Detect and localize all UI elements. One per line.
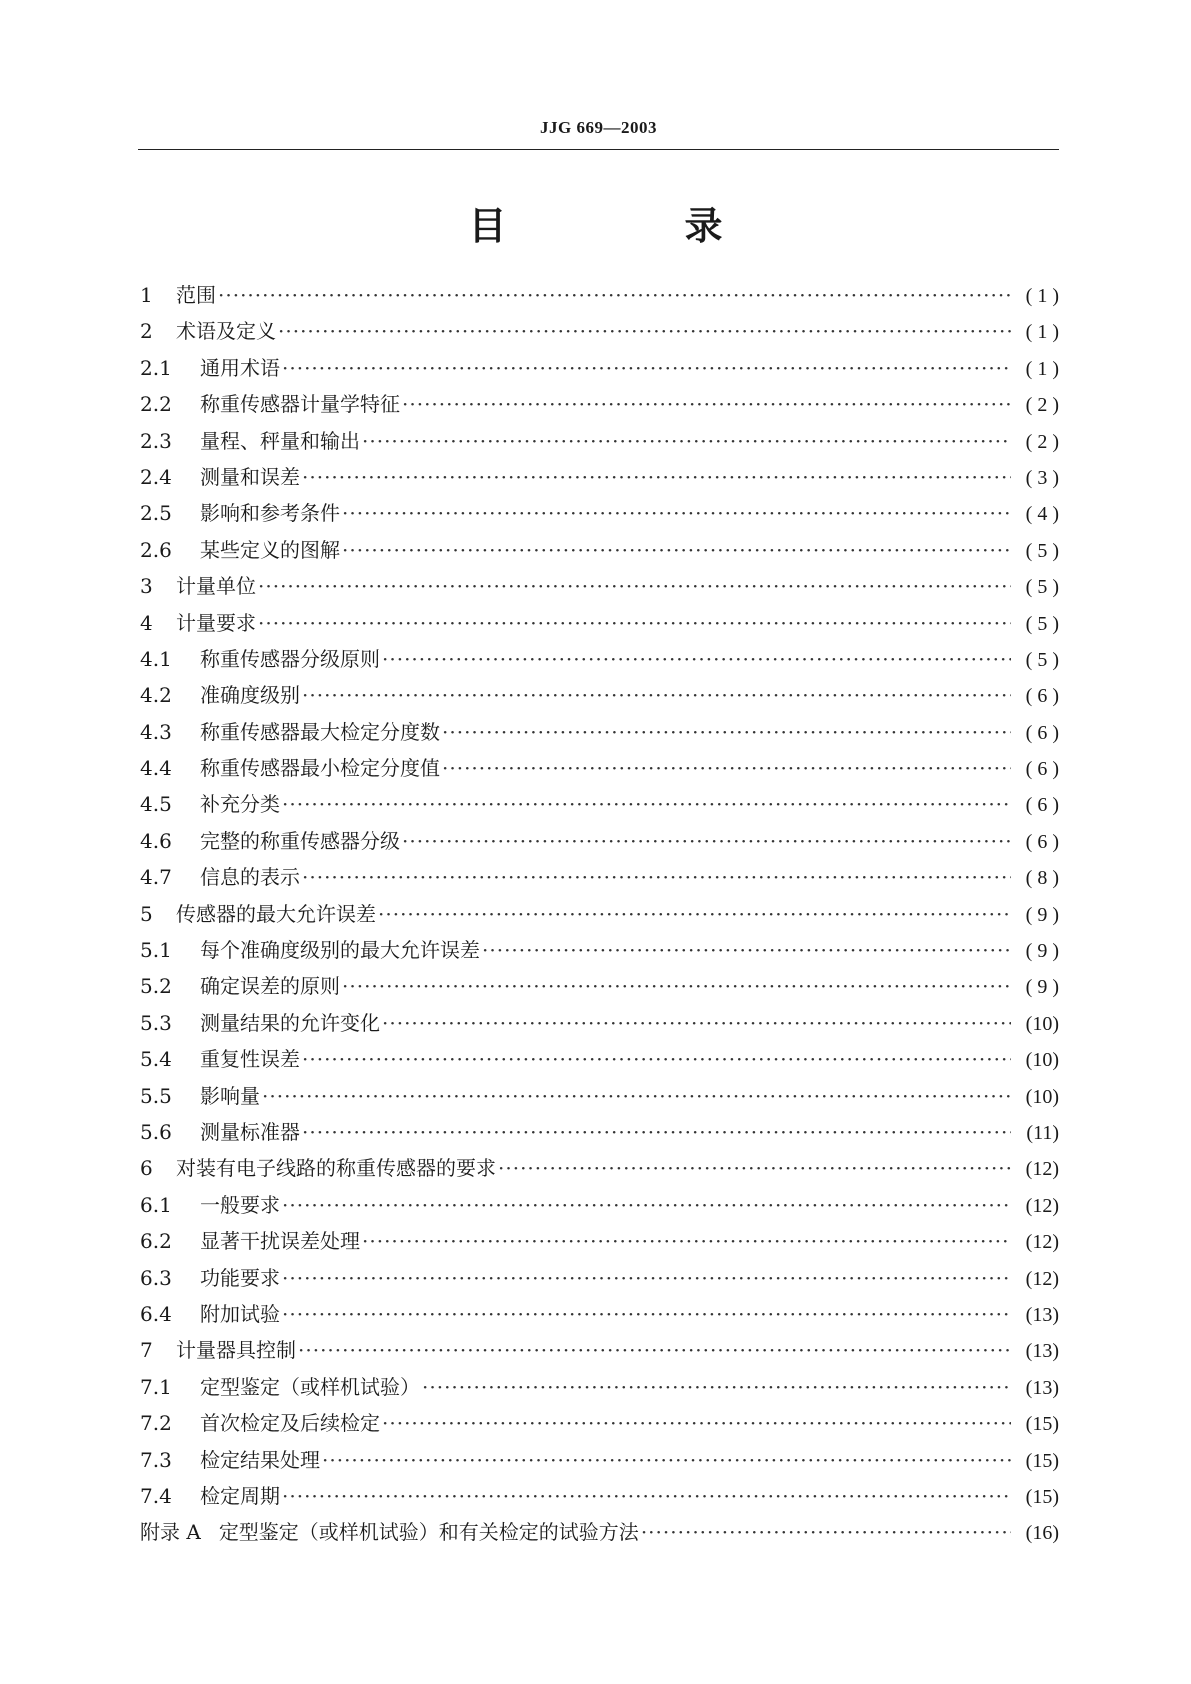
toc-entry-page: (11) [1026,1121,1059,1144]
toc-leader-dots [302,1120,1011,1144]
toc-entry-page: ( 6 ) [1025,721,1059,744]
toc-entry-title: 首次检定及后续检定 [200,1411,380,1436]
toc-entry-number: 4.2 [140,683,172,708]
toc-entry-number: 2.4 [140,464,172,489]
toc-entry-number: 2 [140,319,153,344]
toc-entry-title: 准确度级别 [200,683,300,708]
toc-entry[interactable] [140,352,1059,388]
toc-entry[interactable] [140,1371,1059,1407]
toc-entry[interactable] [140,315,1059,351]
toc-entry-title: 测量和误差 [200,464,300,489]
toc-entry[interactable] [140,752,1059,788]
toc-leader-dots [482,938,1011,962]
toc-entry[interactable] [140,1043,1059,1079]
toc-leader-dots [322,1448,1011,1472]
toc-entry[interactable] [140,788,1059,824]
toc-entry-number: 4.1 [140,646,172,671]
toc-entry-page: ( 6 ) [1025,794,1059,817]
toc-entry[interactable] [140,497,1059,533]
toc-entry-number: 4 [140,610,153,635]
toc-entry[interactable] [140,1189,1059,1225]
toc-entry[interactable] [140,898,1059,934]
toc-entry[interactable] [140,716,1059,752]
toc-entry-title: 称重传感器最小检定分度值 [200,756,440,781]
toc-entry-number: 7.4 [140,1483,172,1508]
header-rule [138,149,1059,150]
toc-entry-number: 2.1 [140,355,172,380]
toc-leader-dots [278,319,1011,343]
toc-entry[interactable] [140,1516,1059,1552]
toc-leader-dots [302,465,1011,489]
toc-leader-dots [258,574,1011,598]
toc-entry-page: (15) [1025,1449,1059,1472]
toc-leader-dots [302,683,1011,707]
toc-entry-number: 4.6 [140,828,172,853]
toc-entry-number: 7.1 [140,1374,172,1399]
toc-entry-page: ( 9 ) [1025,976,1059,999]
toc-leader-dots [402,392,1011,416]
toc-entry-number: 5.3 [140,1010,172,1035]
toc-entry[interactable] [140,425,1059,461]
toc-entry-title: 对装有电子线路的称重传感器的要求 [176,1156,496,1181]
toc-entry-title: 通用术语 [200,355,280,380]
toc-entry-title: 完整的称重传感器分级 [200,828,400,853]
toc-entry-title: 附加试验 [200,1301,280,1326]
toc-leader-dots [298,1338,1011,1362]
toc-leader-dots [282,1193,1011,1217]
toc-entry-number: 5.2 [140,974,172,999]
toc-entry-page: (13) [1025,1340,1059,1363]
toc-entry-page: (15) [1025,1485,1059,1508]
toc-entry-page: (10) [1025,1049,1059,1072]
toc-entry[interactable] [140,1407,1059,1443]
toc-entry-title: 计量单位 [176,574,256,599]
toc-entry[interactable] [140,461,1059,497]
toc-entry[interactable] [140,1080,1059,1116]
toc-entry-title: 计量器具控制 [176,1338,296,1363]
toc-entry-page: ( 5 ) [1025,612,1059,635]
toc-entry-number: 5.6 [140,1119,172,1144]
toc-leader-dots [282,356,1011,380]
toc-entry[interactable] [140,1444,1059,1480]
toc-entry[interactable] [140,825,1059,861]
toc-entry-page: (12) [1025,1194,1059,1217]
toc-entry-page: (10) [1025,1012,1059,1035]
toc-entry-number: 6.1 [140,1192,172,1217]
toc-entry-title: 影响量 [200,1083,260,1108]
table-of-contents [140,279,1059,1553]
toc-leader-dots [362,429,1011,453]
toc-entry-title: 定型鉴定（或样机试验） [200,1374,420,1399]
toc-entry-title: 功能要求 [200,1265,280,1290]
toc-entry[interactable] [140,970,1059,1006]
toc-leader-dots [282,1266,1011,1290]
toc-entry-page: ( 6 ) [1025,685,1059,708]
toc-leader-dots [442,756,1011,780]
toc-entry-title: 影响和参考条件 [200,501,340,526]
toc-entry-page: ( 2 ) [1025,430,1059,453]
toc-entry-page: (13) [1025,1303,1059,1326]
toc-entry-page: (12) [1025,1158,1059,1181]
toc-entry[interactable] [140,388,1059,424]
toc-leader-dots [282,1484,1011,1508]
toc-entry-page: ( 5 ) [1025,576,1059,599]
toc-entry-number: 2.6 [140,537,172,562]
toc-entry-page: ( 5 ) [1025,539,1059,562]
toc-entry-number: 5.1 [140,938,172,963]
toc-leader-dots [382,647,1011,671]
toc-entry-page: ( 4 ) [1025,503,1059,526]
toc-leader-dots [422,1375,1011,1399]
toc-entry-title: 一般要求 [200,1192,280,1217]
toc-entry-title: 重复性误差 [200,1047,300,1072]
toc-entry-page: ( 1 ) [1025,357,1059,380]
toc-entry-number: 5 [140,901,153,926]
toc-entry-title: 计量要求 [176,610,256,635]
toc-entry-number: 5.4 [140,1047,172,1072]
toc-entry-page: ( 9 ) [1025,940,1059,963]
toc-entry-title: 信息的表示 [200,865,300,890]
toc-leader-dots [282,792,1011,816]
toc-entry-page: ( 6 ) [1025,830,1059,853]
toc-entry-title: 显著干扰误差处理 [200,1229,360,1254]
toc-entry[interactable] [140,1480,1059,1516]
toc-entry-number: 6 [140,1156,153,1181]
toc-entry-title: 测量结果的允许变化 [200,1010,380,1035]
toc-entry-number: 1 [140,283,153,307]
toc-entry-title: 某些定义的图解 [200,537,340,562]
toc-entry[interactable] [140,1152,1059,1188]
toc-entry[interactable] [140,1007,1059,1043]
toc-entry-page: (15) [1025,1413,1059,1436]
toc-entry-title: 定型鉴定（或样机试验）和有关检定的试验方法 [218,1520,639,1545]
toc-entry-number: 2.3 [140,428,172,453]
toc-leader-dots [402,829,1011,853]
toc-entry-number: 7.2 [140,1411,172,1436]
toc-entry-number: 5.5 [140,1083,172,1108]
toc-entry[interactable] [140,861,1059,897]
toc-leader-dots [442,720,1011,744]
standard-code-header: JJG 669—2003 [540,118,657,137]
toc-leader-dots [342,501,1011,525]
toc-entry-title: 称重传感器计量学特征 [200,392,400,417]
toc-leader-dots [382,1411,1011,1435]
toc-entry-number: 4.7 [140,865,172,890]
toc-entry-number: 6.2 [140,1229,172,1254]
toc-leader-dots [282,1302,1011,1326]
toc-entry-number: 6.4 [140,1301,172,1326]
toc-entry-title: 范围 [176,283,216,307]
toc-leader-dots [302,865,1011,889]
toc-leader-dots [302,1047,1011,1071]
toc-entry-number: 附录 A [140,1520,201,1545]
toc-entry-page: ( 5 ) [1025,648,1059,671]
toc-entry-number: 6.3 [140,1265,172,1290]
toc-entry[interactable] [140,1334,1059,1370]
toc-leader-dots [382,1011,1011,1035]
toc-leader-dots [342,974,1011,998]
toc-entry-number: 4.4 [140,756,172,781]
toc-entry-page: (10) [1025,1085,1059,1108]
toc-entry-number: 2.2 [140,392,172,417]
toc-entry[interactable] [140,1298,1059,1334]
toc-entry[interactable] [140,534,1059,570]
toc-entry-number: 7 [140,1338,153,1363]
toc-entry[interactable] [140,607,1059,643]
toc-leader-dots [378,902,1011,926]
toc-entry[interactable] [140,934,1059,970]
toc-entry-title: 量程、秤量和输出 [200,428,360,453]
toc-entry-page: ( 6 ) [1025,758,1059,781]
toc-entry-page: ( 1 ) [1025,285,1059,307]
toc-entry-title: 传感器的最大允许误差 [176,901,376,926]
toc-entry-title: 称重传感器分级原则 [200,646,380,671]
toc-leader-dots [362,1229,1011,1253]
toc-entry-page: ( 1 ) [1025,321,1059,344]
toc-entry[interactable] [140,1116,1059,1152]
toc-entry-page: ( 9 ) [1025,903,1059,926]
toc-entry-page: ( 3 ) [1025,466,1059,489]
toc-entry[interactable] [140,279,1059,315]
toc-entry[interactable] [140,1262,1059,1298]
toc-entry-page: ( 8 ) [1025,867,1059,890]
toc-entry-title: 检定周期 [200,1483,280,1508]
toc-leader-dots [262,1084,1011,1108]
toc-entry-title: 每个准确度级别的最大允许误差 [200,938,480,963]
toc-entry[interactable] [140,1225,1059,1261]
toc-entry-title: 称重传感器最大检定分度数 [200,719,440,744]
toc-leader-dots [641,1520,1011,1544]
toc-entry-page: ( 2 ) [1025,394,1059,417]
toc-entry[interactable] [140,679,1059,715]
toc-entry-page: (13) [1025,1376,1059,1399]
toc-leader-dots [498,1156,1011,1180]
toc-entry[interactable] [140,570,1059,606]
toc-entry[interactable] [140,643,1059,679]
toc-entry-number: 7.3 [140,1447,172,1472]
toc-entry-number: 4.5 [140,792,172,817]
toc-entry-number: 4.3 [140,719,172,744]
toc-entry-title: 检定结果处理 [200,1447,320,1472]
toc-entry-title: 补充分类 [200,792,280,817]
toc-entry-page: (12) [1025,1231,1059,1254]
toc-entry-number: 3 [140,574,153,599]
page-title: 目 录 [468,204,793,248]
toc-entry-page: (12) [1025,1267,1059,1290]
toc-entry-page: (16) [1025,1522,1059,1545]
toc-entry-title: 确定误差的原则 [200,974,340,999]
toc-entry-number: 2.5 [140,501,172,526]
toc-entry-title: 测量标准器 [200,1119,300,1144]
toc-leader-dots [342,538,1011,562]
toc-leader-dots [218,283,1011,307]
toc-leader-dots [258,611,1011,635]
toc-entry-title: 术语及定义 [176,319,276,344]
